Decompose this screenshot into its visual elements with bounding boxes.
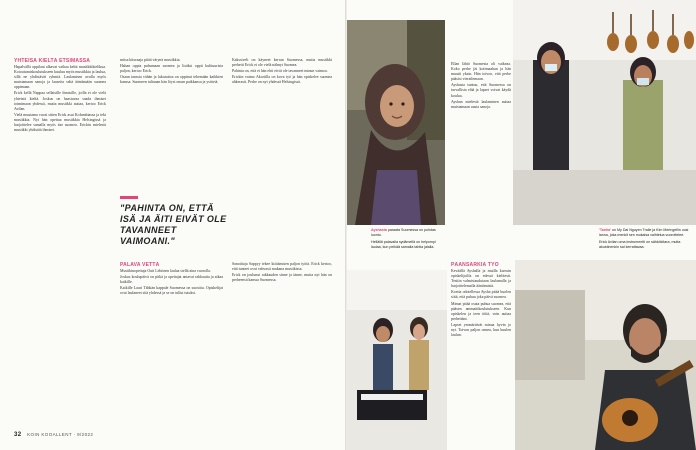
photo-classroom-image	[513, 0, 696, 225]
pull-quote	[120, 196, 232, 247]
body-paragraph: Erick kellä Nappaa sellaisille ihmisille, joilla ei ole vielä yhteistä kieltä. Joskus on haastavaa saada ihmiset toimimaan yhdessä, mutta musiikki auttaa, kertoo Erick Avilan.	[14, 91, 106, 111]
page-footer	[14, 432, 93, 438]
body-paragraph: Ellan lähtö Suomesta oli vaikeaa. Koko perhe jäi kotimaahan ja hän muutti yksin. Hän toivoo, että perhe pääsisi vierailemaan.	[451, 62, 511, 82]
article-column-2-lower	[120, 262, 223, 430]
body-paragraph: Pahinta on, että ei hän ehti eivät ole tavanneet minun vaimoa.	[232, 69, 328, 74]
body-paragraph: Koetta odotellessa Aysha pitää huolen siitä, että puhuu joka päivä suomea.	[451, 290, 511, 300]
body-paragraph: Osaan tanssia vähän ja lukutaitoa on oppinut tekemään kaikkien kanssa. Suomeen tultuaan hän löysi oman paikkansa ja ystäviä.	[120, 75, 223, 85]
section-heading: YHTEISÄ KIELTÄ ETSIMÄSSÄ	[14, 58, 91, 64]
photo-guitarist	[515, 260, 696, 450]
body-paragraph: Keväällä Ayshalla ja muilla kurssin opiskelijoilla on edessä kielitesti. Testiin valmistaudutaan laulamalla ja harjoittelemalla ääntämistä.	[451, 269, 511, 289]
left-page	[0, 0, 345, 450]
body-paragraph: Ayshan mielestä laulaminen auttaa muistamaan uusia sanoja.	[451, 99, 511, 109]
page-number: 32	[14, 432, 22, 438]
photo-classroom	[513, 0, 696, 225]
pull-quote-text: "PAHINTA ON, ETTÄ ISÄ JA ÄITI EIVÄT OLE TAVANNEET VAIMOANI."	[120, 203, 227, 246]
body-paragraph: Erick on joulunut rakkauden sinne ja tänne, mutta nyt hän on perheensä kanssa Suomessa.	[232, 273, 332, 283]
photo-caption-2	[599, 228, 689, 249]
section-heading: PALAVA VETTÄ	[120, 262, 160, 268]
body-paragraph: Lapset ymmärtävät minua hyvin jo nyt. Toivon paljon onnea, kun kuulen laulun.	[451, 322, 511, 338]
caption-text: on My Dai Nguyen Tralie ja Kim Meringellin uusi lanna, joka menkit sen mukaisa vaihtelua vuorottelee.	[599, 228, 689, 237]
body-paragraph: Erickin vaimo Akoriilla on kova työ ja hän opiskelee suomea ahkerasti. Perhe on nyt yhdessä Helsingissä.	[232, 75, 332, 85]
body-paragraph: Hahan oppia puhumaan suomea ja lisäksi oppii kulttuurista paljon, kertoo Erick.	[120, 64, 223, 74]
article-column-right-1	[451, 62, 511, 237]
caption-text: paraata Suomessa on puhdas luonto.	[371, 228, 436, 237]
body-paragraph: Musiikinopettaja Outi Lehtinen laulaa siellä aina vuorolla.	[120, 269, 211, 273]
article-column-3	[232, 58, 332, 238]
body-paragraph: Joskus koulupäivä on pitkä ja opettajat antavat rakkautta ja aikaa kaikille.	[120, 275, 223, 285]
caption-extra: Erick Avilan oma instrumentti on sähkökitara, mutta akustinenkin sai kerrattavaa.	[599, 240, 681, 249]
article-column-right-2	[451, 262, 511, 430]
body-paragraph: Minun pitää osata puhua suomea, että pääsen ammattikoulutukseen. Kun opiskelen ja teen töitä, voin auttaa perhettäni.	[451, 301, 511, 321]
body-paragraph: Vielä muutama vuosi sitten Erick asui Kolumbiassa ja teki musiikkia. Nyt hän opettaa musiikkia Helsingissä ja harjoittelee samalla myös itse suomea. Erickin mielestä musiikki yhdistää ihmiset.	[14, 112, 106, 133]
caption-name: 'Tanha'	[599, 228, 612, 232]
section-heading: PÄÄNSÄRKIÄ TYÖ	[451, 262, 499, 268]
caption-name: Ayshasta	[371, 228, 387, 232]
issue-label: KOIN KOOALLENT · 9/2022	[27, 432, 94, 437]
article-column-1	[14, 58, 106, 430]
body-paragraph: Kaikille Lauri Tähkän kappale Suomessa on suosittu. Opiskelijat ovat laulaneet sitä yhdessä ja se on tullut tutuksi.	[120, 286, 223, 296]
photo-aysha	[347, 20, 445, 225]
body-paragraph: Sanoittaja Sappyy tekee kiittämisen paljon työtä. Erick kertoo, että tunteet ovat vahvasti mukana musiikissa.	[232, 262, 332, 272]
photo-guitarist-image	[515, 260, 696, 450]
right-page	[347, 0, 696, 450]
article-column-2	[120, 58, 223, 186]
photo-aysha-image	[347, 20, 445, 225]
body-paragraph: mitsa kituraaja pitää värynä musiikkia.	[120, 58, 181, 62]
caption-extra: Helläilä palavalla sydämellä on helpompi laulaa, kun pelkää samalla tahtia jalalla.	[371, 240, 436, 249]
body-paragraph: Kakssivelt on käyneet kerran Suomessa, mutta musiikki perhetti Erick ei ole vielä nähnyt Suomea.	[232, 58, 332, 68]
quote-accent-bar	[120, 196, 138, 199]
photo-caption-1	[371, 228, 441, 249]
body-paragraph: Ayshasta tuntuu, että Suomessa on turvallista elää ja lapset voivat käydä koulua.	[451, 83, 511, 98]
photo-lesson	[347, 270, 447, 450]
body-paragraph: Hapalvällä oppilaat alkavat vaihaa kehit musiikkikielikua. Kotoutumiskoulutukseen kuuluu myös musiikkia ja laulua, sillä ne yhdistävät ryhmiä. Laulamisen avulla myös muistamaan sanoja ja lauseita sekä ääntämään suomea oppimaan.	[14, 65, 106, 90]
photo-lesson-image	[347, 270, 447, 450]
article-column-3-lower	[232, 262, 332, 430]
